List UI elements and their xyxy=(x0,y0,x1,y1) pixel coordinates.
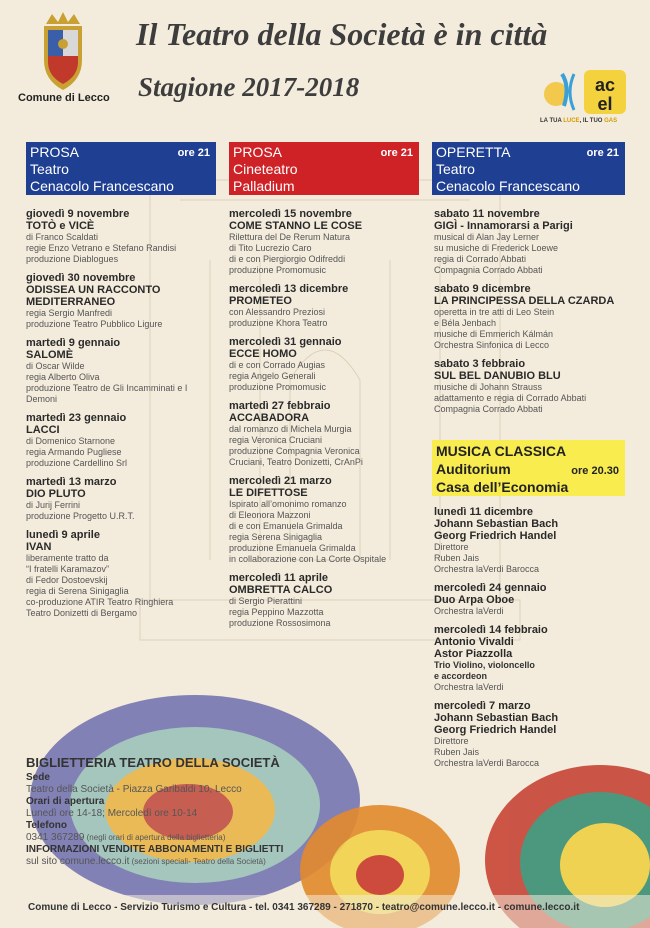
event-item: mercoledì 24 gennaio Duo Arpa Oboe Orchestra laVerdi xyxy=(434,582,547,616)
program-column-3 xyxy=(434,208,628,422)
program-column-musica xyxy=(434,506,628,776)
event-item: sabato 11 novembre GIGÌ - Innamorarsi a Parigi musical di Alan Jay Lerner su musiche di Frederick Loewe regia di Corrado Abbati Compagnia Corrado Abbati xyxy=(434,208,573,275)
event-item: sabato 9 dicembre LA PRINCIPESSA DELLA CZARDA operetta in tre atti di Leo Stein e Béla Jenbach musiche di Emmerich Kálmán Orchestra Sinfonica di Lecco xyxy=(434,283,615,350)
program-column-2 xyxy=(229,208,425,636)
footer-contacts: Comune di Lecco - Servizio Turismo e Cultura - tel. 0341 367289 - 271870 - teatro@comune.lecco.it - comune.lecco.it xyxy=(28,902,580,913)
season-subtitle: Stagione 2017-2018 xyxy=(138,72,360,102)
event-item: mercoledì 15 novembre COME STANNO LE COSE Rilettura del De Rerum Natura di Tito Lucrezio Caro di e con Piergiorgio Odifreddi produzione Promomusic xyxy=(229,208,363,275)
event-item: mercoledì 11 aprile OMBRETTA CALCO di Sergio Pierattini regia Peppino Mazzotta produzione Rossosimona xyxy=(229,572,333,628)
header-musica-classica: MUSICA CLASSICA Auditorium Casa dell’Economia ore 20.30 xyxy=(432,440,625,496)
event-item: mercoledì 7 marzo Johann Sebastian Bach Georg Friedrich Handel Direttore Ruben Jais Orchestra laVerdi Barocca xyxy=(434,700,559,768)
website-link[interactable]: sul sito comune.lecco.it xyxy=(26,856,130,867)
program-column-1 xyxy=(26,208,218,626)
page-title: Il Teatro della Società è in città xyxy=(136,16,548,52)
event-item: sabato 3 febbraio SUL BEL DANUBIO BLU musiche di Johann Strauss adattamento e regia di Corrado Abbati Compagnia Corrado Abbati xyxy=(434,358,587,414)
header-operetta: OPERETTA Teatro Cenacolo Francescano ore 21 xyxy=(432,142,625,195)
header-prosa-cenacolo: PROSA Teatro Cenacolo Francescano ore 21 xyxy=(26,142,216,195)
logo-text-2: el xyxy=(597,94,613,114)
event-item: martedì 9 gennaio SALOMÈ di Oscar Wilde regia Alberto Oliva produzione Teatro de Gli Incamminati e I Demoni xyxy=(26,337,188,404)
event-item: martedì 23 gennaio LACCI di Domenico Starnone regia Armando Pugliese produzione Cardellino Srl xyxy=(26,412,128,468)
event-item: giovedì 30 novembre ODISSEA UN RACCONTO MEDITERRANEO regia Sergio Manfredi produzione Teatro Pubblico Ligure xyxy=(26,272,163,329)
event-item: mercoledì 21 marzo LE DIFETTOSE Ispirato all’omonimo romanzo di Eleonora Mazzoni di e con Emanuela Grimalda regia Serena Sinigaglia produzione Emanuela Grimalda in collaborazione con La Corte Ospitale xyxy=(229,475,387,564)
event-item: martedì 27 febbraio ACCABADORA dal romanzo di Michela Murgia regia Veronica Cruciani produzione Compagnia Veronica Cruciani, Teatro Donizetti, CrAnPi xyxy=(229,400,363,467)
event-item: martedì 13 marzo DIO PLUTO di Jurij Ferrini produzione Progetto U.R.T. xyxy=(26,476,135,521)
event-item: lunedì 11 dicembre Johann Sebastian Bach Georg Friedrich Handel Direttore Ruben Jais Orchestra laVerdi Barocca xyxy=(434,506,559,574)
comune-label: Comune di Lecco xyxy=(18,92,110,104)
comune-crest-icon xyxy=(38,12,88,92)
event-item: mercoledì 13 dicembre PROMETEO con Alessandro Preziosi produzione Khora Teatro xyxy=(229,283,349,328)
acel-tagline: LA TUA LUCE, IL TUO GAS xyxy=(540,118,618,124)
event-item: lunedì 9 aprile IVAN liberamente tratto da “I fratelli Karamazov” di Fedor Dostoevskij regia di Serena Sinigaglia co-produzione ATIR Teatro Ringhiera Teatro Donizetti di Bergamo xyxy=(26,529,174,618)
acel-logo-icon xyxy=(540,66,630,118)
biglietteria-info: BIGLIETTERIA TEATRO DELLA SOCIETÀ Sede Teatro della Società - Piazza Garibaldi 10, Lecco Orari di apertura Lunedì ore 14-18; Mercoledì ore 10-14 Telefono 0341 367289 (negli orari di apertura della biglietteria) INFORMAZIONI VENDITE ABBONAMENTI E BIGLIETTI sul sito comune.lecco.it (sezioni speciali- Teatro della Società) xyxy=(26,755,284,867)
event-item: mercoledì 14 febbraio Antonio Vivaldi Astor Piazzolla Trio Violino, violoncello e accordeon Orchestra laVerdi xyxy=(434,624,548,692)
biglietteria-heading: BIGLIETTERIA TEATRO DELLA SOCIETÀ xyxy=(26,755,280,770)
event-item: mercoledì 31 gennaio ECCE HOMO di e con Corrado Augias regia Angelo Generali produzione Promomusic xyxy=(229,336,342,392)
event-item: giovedì 9 novembre TOTÒ e VICÈ di Franco Scaldati regie Enzo Vetrano e Stefano Randisi produzione Diablogues xyxy=(26,208,177,264)
header-prosa-palladium: PROSA Cineteatro Palladium ore 21 xyxy=(229,142,419,195)
logo-text-1: ac xyxy=(594,75,616,95)
